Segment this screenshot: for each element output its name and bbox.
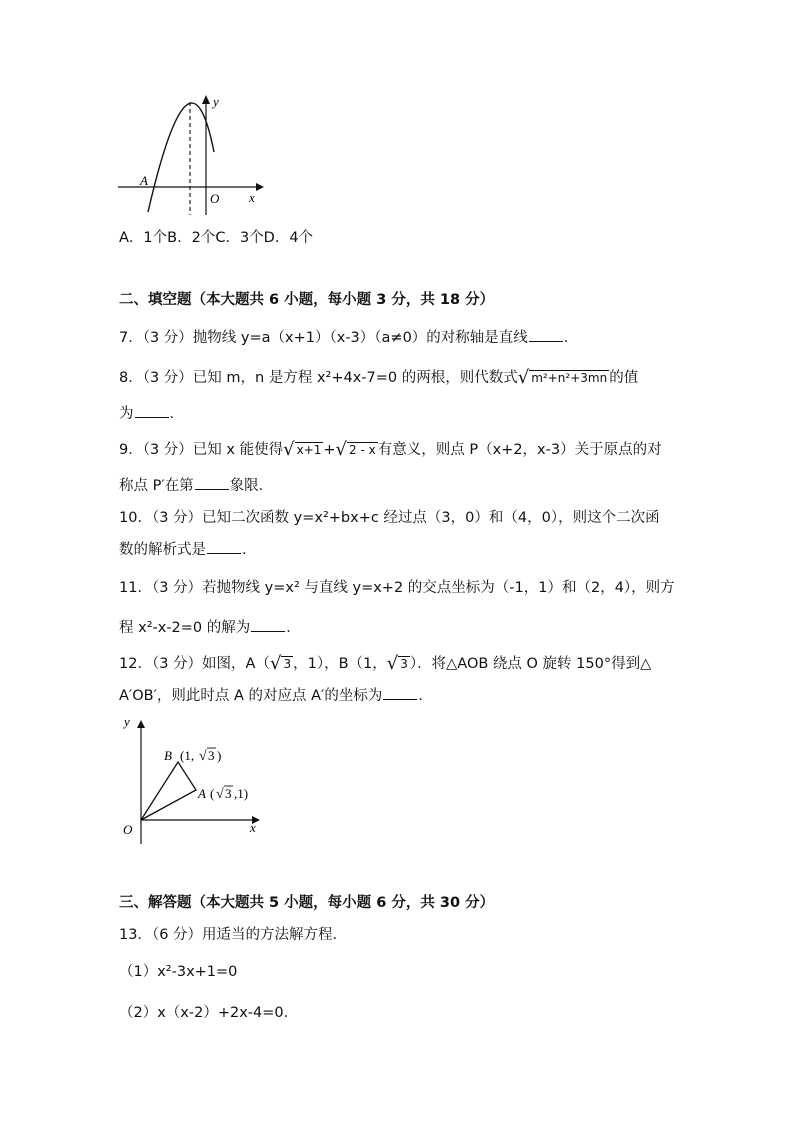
q8-line2-text: 为 bbox=[119, 406, 134, 422]
triangle-figure bbox=[112, 712, 272, 844]
q8-radicand: m²+n²+3mn bbox=[531, 371, 608, 385]
q12-text-mid: ，1），B（1， bbox=[293, 656, 387, 672]
point-a-label: A bbox=[198, 786, 206, 801]
point-b-coord-pre: (1, bbox=[180, 748, 195, 763]
q9-radical-1: √ x+1 bbox=[283, 439, 322, 460]
point-a-label: A bbox=[140, 173, 148, 188]
q8-text-post: 的值 bbox=[609, 370, 639, 386]
q9-answer-blank bbox=[195, 477, 229, 490]
question-13-part1: （1）x²-3x+1=0 bbox=[119, 964, 238, 980]
q7-text: 7．（3 分）抛物线 y=a（x+1）（x-3）（a≠0）的对称轴是直线 bbox=[119, 330, 528, 346]
x-axis-arrow bbox=[256, 183, 264, 191]
triangle-aob bbox=[141, 762, 196, 820]
section2-heading: 二、填空题（本大题共 6 小题，每小题 3 分，共 18 分） bbox=[119, 292, 495, 308]
x-axis-label: x bbox=[249, 190, 255, 205]
y-axis-label: y bbox=[213, 94, 219, 109]
point-a-sqrt-sign: √ bbox=[216, 787, 224, 802]
point-b-label: B bbox=[164, 748, 172, 763]
q12-radicand-1: 3 bbox=[283, 657, 292, 671]
q8-end: ． bbox=[169, 406, 184, 422]
point-b-sqrt-sign: √ bbox=[199, 749, 207, 764]
point-b-coord-post: ) bbox=[217, 748, 222, 763]
q9-text-post: 有意义，则点 P（x+2，x-3）关于原点的对 bbox=[377, 442, 662, 458]
q10-line2-text: 数的解析式是 bbox=[119, 542, 206, 558]
q12-text-post: ）．将△AOB 绕点 O 旋转 150°得到△ bbox=[409, 656, 652, 672]
q9-text: 9．（3 分）已知 x 能使得 bbox=[119, 442, 284, 458]
q8-radical: √ m²+n²+3mn bbox=[517, 367, 608, 388]
q9-line2-post: 象限． bbox=[229, 478, 274, 494]
parabola-figure bbox=[110, 90, 270, 220]
q8-answer-blank bbox=[135, 405, 169, 418]
q12-radical-2: √ 3 bbox=[386, 653, 408, 674]
q6-options: A．1个B．2个C．3个D．4个 bbox=[119, 230, 314, 246]
q9-radicand-2: 2 - x bbox=[349, 443, 376, 457]
question-12 bbox=[119, 654, 651, 674]
question-8 bbox=[119, 368, 638, 388]
y-axis-arrow bbox=[202, 95, 210, 104]
q11-end: ． bbox=[286, 620, 301, 636]
q10-end: ． bbox=[242, 542, 257, 558]
parabola-curve bbox=[148, 103, 214, 212]
q9-plus: + bbox=[323, 442, 336, 458]
question-13-title: 13．（6 分）用适当的方法解方程． bbox=[119, 927, 348, 943]
q10-answer-blank bbox=[207, 541, 241, 554]
question-9 bbox=[119, 440, 662, 460]
q7-answer-blank bbox=[529, 329, 563, 342]
section3-heading: 三、解答题（本大题共 5 小题，每小题 6 分，共 30 分） bbox=[119, 895, 495, 911]
y-axis-label: y bbox=[124, 714, 130, 729]
y-axis-arrow bbox=[137, 720, 145, 728]
question-9-line2 bbox=[119, 476, 273, 496]
question-12-line2 bbox=[119, 686, 433, 706]
origin-label: O bbox=[210, 191, 220, 206]
question-11-line2 bbox=[119, 618, 301, 638]
question-13-part2: （2）x（x-2）+2x-4=0． bbox=[119, 1005, 299, 1021]
point-a-coord-post: ,1) bbox=[234, 786, 249, 801]
x-axis-label: x bbox=[250, 820, 256, 835]
q11-line2-text: 程 x²-x-2=0 的解为 bbox=[119, 620, 251, 636]
q12-radicand-2: 3 bbox=[400, 657, 408, 671]
q9-line2-text: 称点 P′在第 bbox=[119, 478, 194, 494]
q9-radicand-1: x+1 bbox=[296, 443, 322, 457]
q12-end: ． bbox=[418, 688, 433, 704]
q7-end: ． bbox=[563, 330, 579, 346]
q12-text: 12．（3 分）如图，A（ bbox=[119, 656, 270, 672]
q12-line2-text: A′OB′，则此时点 A 的对应点 A′的坐标为 bbox=[119, 688, 383, 704]
q9-radical-2: √ 2 - x bbox=[335, 439, 376, 460]
question-10: 10．（3 分）已知二次函数 y=x²+bx+c 经过点（3，0）和（4，0），则这个二次函 bbox=[119, 510, 660, 526]
q8-text: 8．（3 分）已知 m，n 是方程 x²+4x-7=0 的两根，则代数式 bbox=[119, 370, 518, 386]
question-7 bbox=[119, 328, 578, 348]
origin-label: O bbox=[123, 822, 133, 837]
q12-answer-blank bbox=[383, 687, 417, 700]
point-b-coord-radicand: 3 bbox=[208, 748, 215, 763]
q12-radical-1: √ 3 bbox=[269, 653, 292, 674]
point-a-coord-pre: ( bbox=[210, 786, 215, 801]
point-a-coord-radicand: 3 bbox=[225, 786, 232, 801]
q11-answer-blank bbox=[251, 619, 285, 632]
question-10-line2 bbox=[119, 540, 257, 560]
question-8-line2 bbox=[119, 404, 184, 424]
question-11: 11．（3 分）若抛物线 y=x² 与直线 y=x+2 的交点坐标为（-1，1）和（2，4），则方 bbox=[119, 580, 675, 596]
